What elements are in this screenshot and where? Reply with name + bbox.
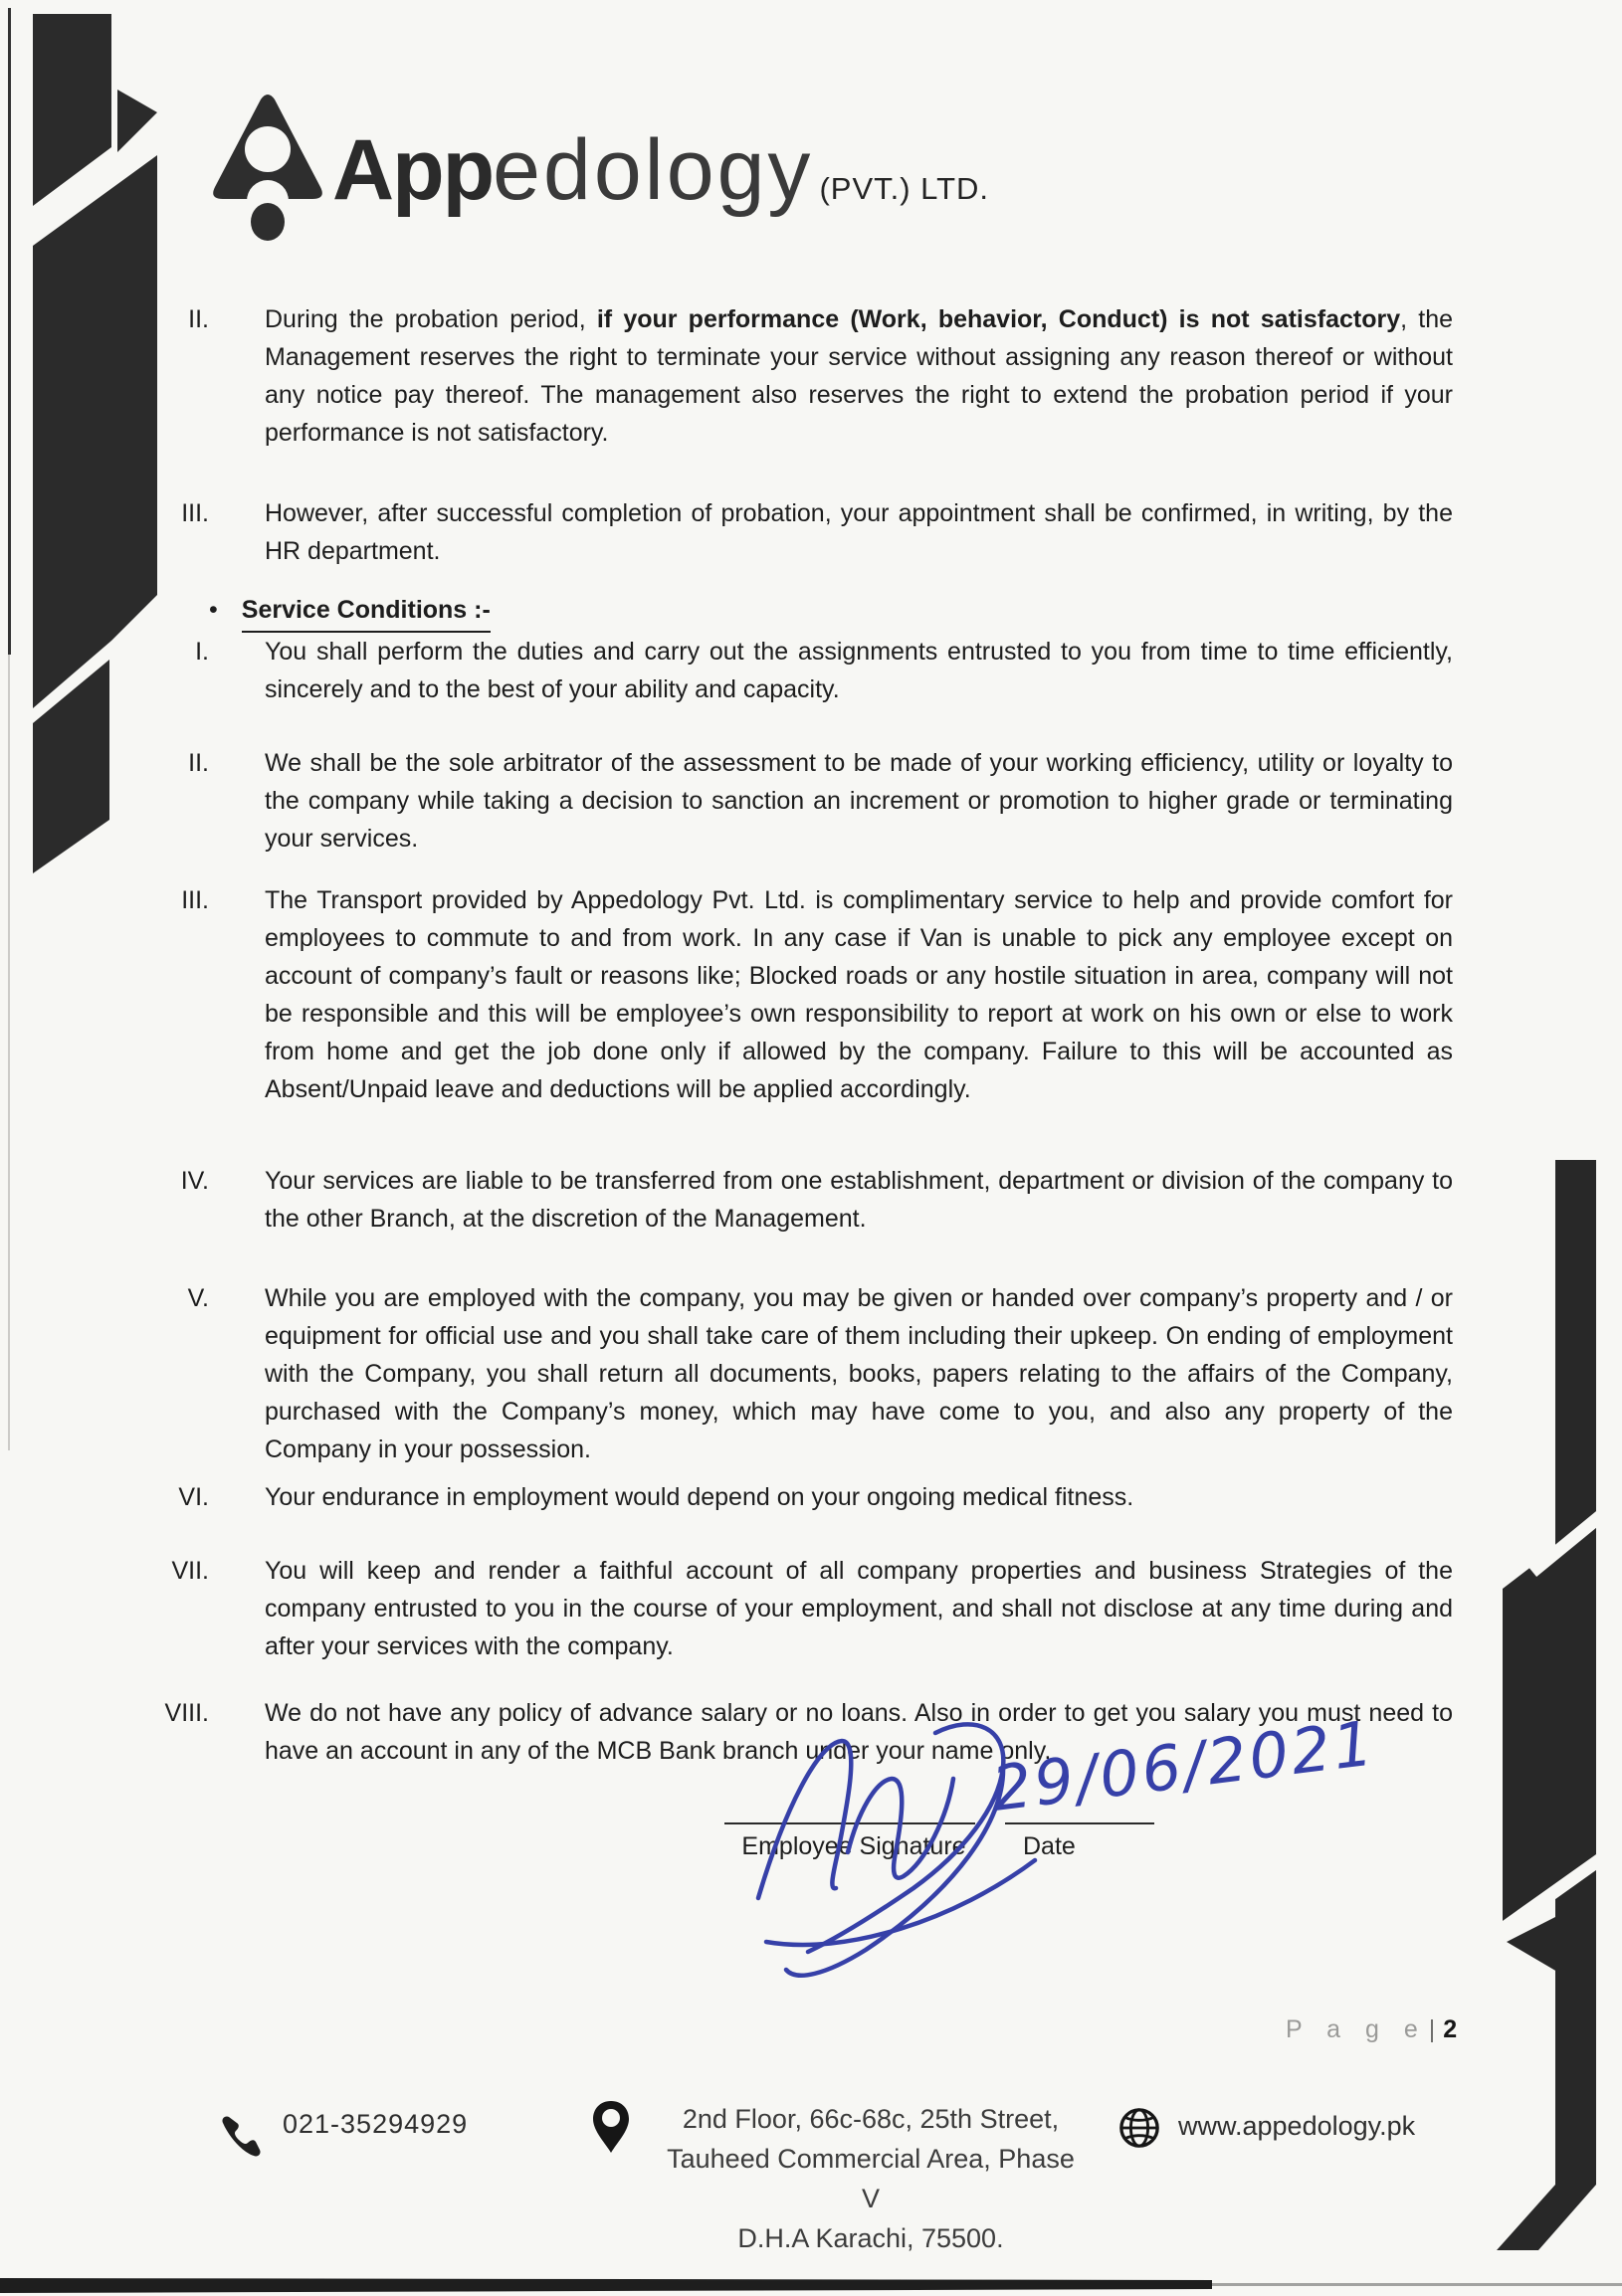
address-line-2: Tauheed Commercial Area, Phase V [667, 2144, 1075, 2213]
right-accent-shape [1497, 1160, 1596, 2250]
clause-text-suffix: , the Management reserves the right to terminate your service without assigning any reason thereof or without any notice pay thereof. The management also reserves the right to extend the probation period if your performance is not satisfactory. [265, 305, 1453, 447]
service-condition-item [139, 1552, 1453, 1665]
phone-number: 021-35294929 [283, 2109, 469, 2139]
brand-suffix-text: (PVT.) LTD. [819, 171, 990, 206]
clause-number: II. [188, 305, 209, 333]
clause-confirmation [139, 494, 1453, 570]
footer-address [589, 2099, 1085, 2258]
bottom-edge-line [1212, 2283, 1622, 2286]
clause-number: III. [181, 499, 209, 527]
item-number: III. [181, 886, 209, 914]
address-line-1: 2nd Floor, 66c-68c, 25th Street, [682, 2104, 1060, 2134]
page-separator: | [1428, 2015, 1436, 2043]
appedology-logo-icon [209, 92, 326, 241]
page-label: P a g e [1286, 2015, 1427, 2043]
page-number [1286, 2015, 1457, 2044]
item-text: The Transport provided by Appedology Pvt. Ltd. is complimentary service to help and provide comfort for employees to commute to and from work. In any case if Van is unable to pick any employee except on account of company’s fault or reasons like; Blocked roads or any hostile situation in area, company will not be responsible and this will be employee’s own responsibility to report at work on his own or else to work from home and get the job done only if allowed by the company. Failure to this will be accounted as Absent/Unpaid leave and deductions will be applied accordingly. [265, 886, 1453, 1103]
page-number-value: 2 [1443, 2015, 1458, 2043]
employee-signature-label: Employee Signature [741, 1832, 966, 1860]
clause-text: However, after successful completion of probation, your appointment shall be confirmed, in writing, by the HR department. [265, 499, 1453, 565]
bottom-edge-bar [0, 2278, 1212, 2293]
page-edge-shadow-light [8, 655, 10, 1450]
item-text: We do not have any policy of advance salary or no loans. Also in order to get you salary you must need to have an account in any of the MCB Bank branch under your name only. [265, 1699, 1453, 1765]
service-condition-item [139, 633, 1453, 708]
item-number: V. [187, 1284, 209, 1312]
right-accent-slash [1493, 1852, 1610, 1936]
item-number: I. [195, 638, 209, 666]
item-text: We shall be the sole arbitrator of the assessment to be made of your working efficiency, utility or loyalty to the company while taking a decision to sanction an increment or promotion to higher grade or terminating your services. [265, 749, 1453, 853]
item-number: II. [188, 749, 209, 777]
address-line-3: D.H.A Karachi, 75500. [737, 2223, 1004, 2253]
clause-text-prefix: During the probation period, [265, 305, 597, 333]
date-label: Date [1023, 1832, 1076, 1860]
right-accent-slash [1532, 1508, 1610, 1572]
item-text: Your services are liable to be transferred from one establishment, department or division of the company to the other Branch, at the discretion of the Management. [265, 1167, 1453, 1233]
company-logo [209, 92, 989, 241]
item-number: IV. [180, 1167, 209, 1195]
service-condition-item [139, 881, 1453, 1108]
brand-light-text: edology [493, 122, 814, 218]
company-name [332, 122, 990, 241]
service-condition-item [139, 744, 1453, 858]
page-edge-shadow [8, 8, 11, 655]
item-number: VII. [171, 1557, 209, 1585]
item-text: You shall perform the duties and carry out the assignments entrusted to you from time to time efficiently, sincerely and to the best of your ability and capacity. [265, 638, 1453, 703]
handwritten-signature-and-date [697, 1691, 1393, 1990]
item-text: Your endurance in employment would depend on your ongoing medical fitness. [265, 1483, 1134, 1511]
website-url: www.appedology.pk [1178, 2111, 1416, 2141]
heading-text: Service Conditions :- [242, 591, 491, 633]
bullet-icon: • [209, 596, 218, 624]
service-condition-item [139, 1162, 1453, 1238]
item-text: While you are employed with the company, you may be given or handed over company’s property and / or equipment for official use and you shall take care of them including their upkeep. On ending of employment with the Company, you shall return all documents, books, papers relating to the affairs of the Company, purchased with the Company’s money, which may have come to you, and also any property of the Company in your possession. [265, 1284, 1453, 1463]
clause-probation [139, 300, 1453, 452]
clause-text [265, 300, 1453, 452]
item-number: VI. [178, 1483, 209, 1511]
handwritten-date: 29/06/2021 [987, 1706, 1380, 1825]
map-pin-icon [589, 2099, 633, 2157]
item-text: You will keep and render a faithful account of all company properties and business Strategies of the company entrusted to you in the course of your employment, and shall not disclose at any time during and after your services with the company. [265, 1557, 1453, 1660]
phone-handset-icon [217, 2105, 261, 2163]
address-text [657, 2099, 1085, 2258]
clause-text-bold: if your performance (Work, behavior, Conduct) is not satisfactory [596, 305, 1401, 333]
service-conditions-heading [209, 591, 491, 633]
footer-phone [217, 2105, 468, 2163]
brand-bold-text: App [332, 122, 494, 218]
service-condition-item [139, 1279, 1453, 1468]
globe-icon [1118, 2107, 1160, 2149]
footer-website [1118, 2107, 1415, 2149]
item-number: VIII. [164, 1699, 209, 1727]
service-condition-item [139, 1478, 1453, 1516]
